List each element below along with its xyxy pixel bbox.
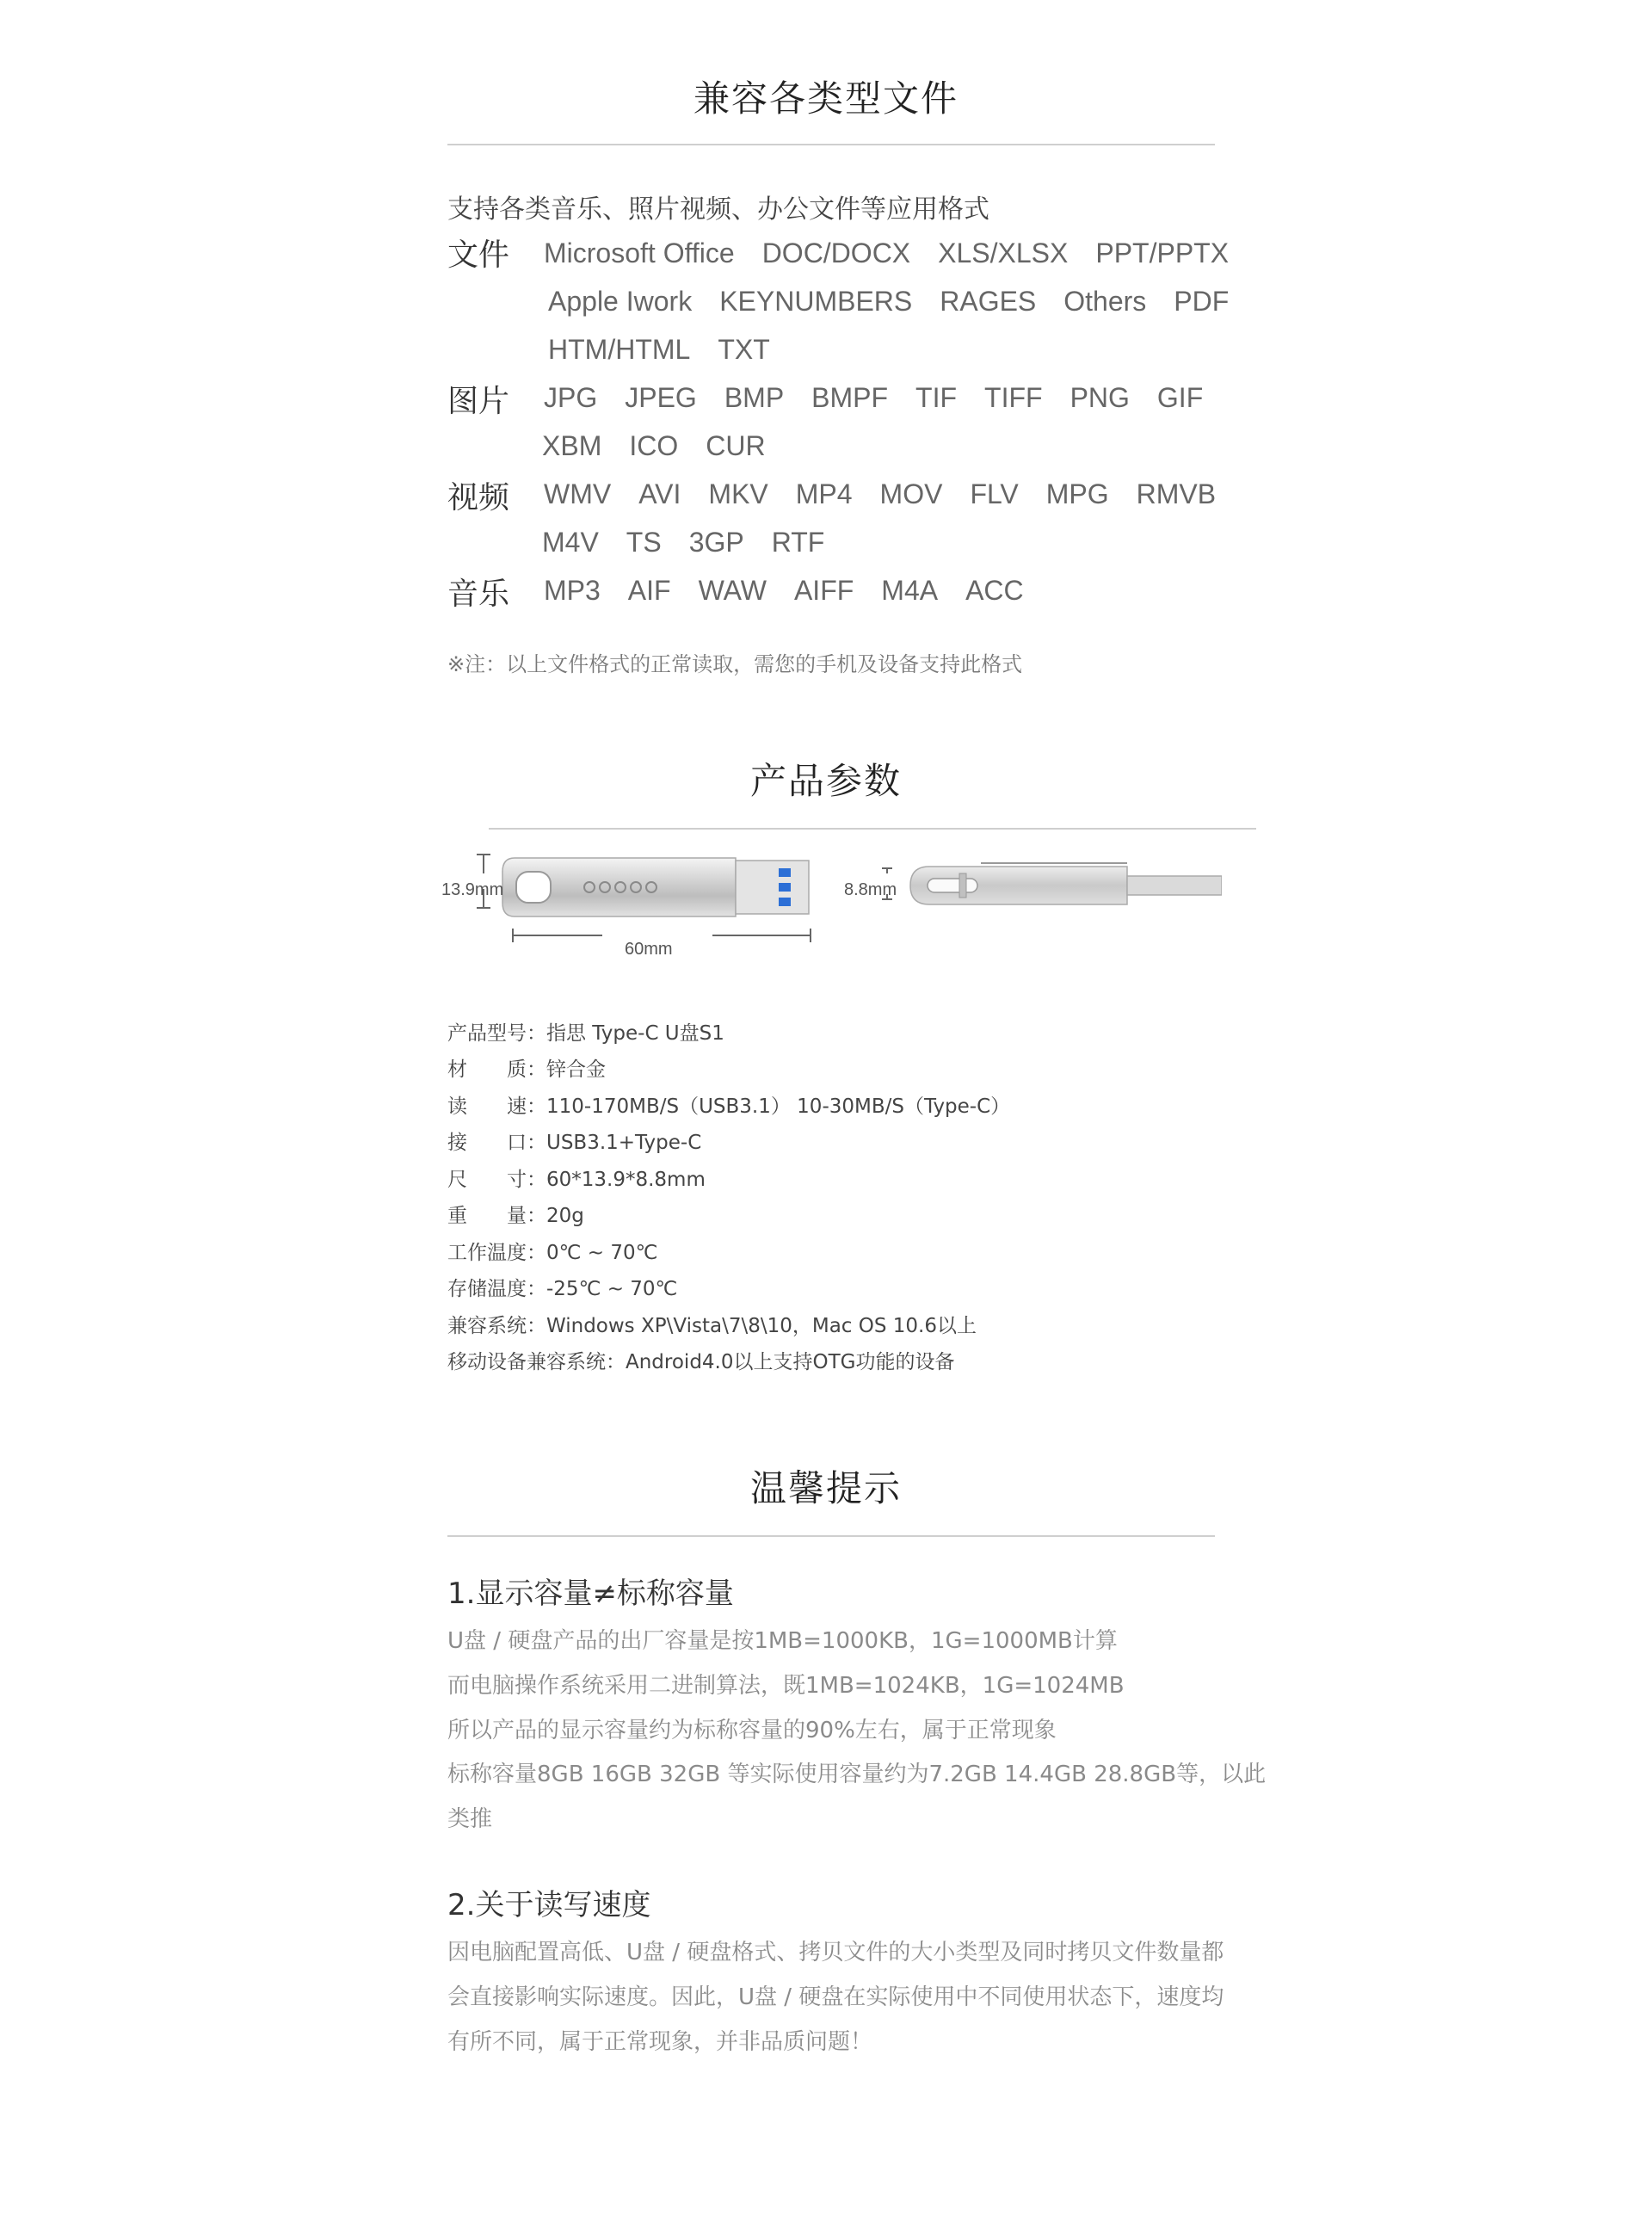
- format-row-file-1: [544, 238, 1256, 269]
- category-label-video: 视频: [447, 480, 510, 515]
- format-item: AIFF: [793, 575, 854, 606]
- spec-key: 接 口：: [447, 1132, 546, 1154]
- format-item: AVI: [638, 478, 681, 509]
- tip-heading-speed: 2.关于读写速度: [447, 1888, 651, 1922]
- format-item: PDF: [1174, 286, 1230, 317]
- spec-key: 存储温度：: [447, 1278, 546, 1300]
- format-item: M4V: [542, 527, 599, 558]
- format-row-image-2: [542, 430, 793, 462]
- spec-key: 重 量：: [447, 1205, 546, 1227]
- format-item: BMP: [724, 382, 785, 413]
- dimension-thickness-label: 8.8mm: [844, 880, 897, 899]
- formats-intro: 支持各类音乐、照片视频、办公文件等应用格式: [447, 194, 989, 225]
- format-row-music-1: [544, 575, 1051, 607]
- format-row-video-1: [544, 478, 1243, 510]
- formats-divider: [447, 144, 1215, 145]
- spec-key: 尺 寸：: [447, 1169, 546, 1191]
- format-item: TIF: [915, 382, 958, 413]
- format-item: Apple Iwork: [548, 286, 693, 317]
- spec-value: 指思 Type-C U盘S1: [546, 1022, 724, 1045]
- dimension-length-label: 60mm: [625, 940, 673, 959]
- spec-row-compatible-os: [447, 1310, 977, 1338]
- format-item: RAGES: [940, 286, 1037, 317]
- format-item: MP4: [795, 478, 853, 509]
- spec-row-material: [447, 1053, 606, 1082]
- category-label-image: 图片: [447, 384, 510, 419]
- spec-value: -25℃ ~ 70℃: [546, 1278, 678, 1300]
- spec-row-size: [447, 1163, 706, 1192]
- specs-divider: [489, 828, 1256, 830]
- tip-line: 类推: [447, 1806, 493, 1832]
- format-item: MKV: [708, 478, 768, 509]
- format-item: TIFF: [984, 382, 1043, 413]
- formats-note: ※注：以上文件格式的正常读取，需您的手机及设备支持此格式: [447, 652, 1023, 676]
- tip-line: 会直接影响实际速度。因此，U盘 / 硬盘在实际使用中不同使用状态下，速度均: [447, 1984, 1224, 2010]
- spec-key: 材 质：: [447, 1058, 546, 1081]
- format-item: ACC: [965, 575, 1024, 606]
- format-item: RTF: [771, 527, 825, 558]
- tip-line: 而电脑操作系统采用二进制算法，既1MB=1024KB，1G=1024MB: [447, 1673, 1125, 1699]
- usb-drive-side: [910, 863, 1222, 904]
- tip-line: U盘 / 硬盘产品的出厂容量是按1MB=1000KB，1G=1000MB计算: [447, 1628, 1118, 1654]
- format-item: PPT/PPTX: [1095, 238, 1230, 268]
- tip-line: 标称容量8GB 16GB 32GB 等实际使用容量约为7.2GB 14.4GB 28.8GB等，以此: [447, 1762, 1267, 1787]
- format-item: Others: [1063, 286, 1147, 317]
- format-item: TS: [626, 527, 662, 558]
- format-row-video-2: [542, 527, 852, 558]
- spec-key: 产品型号：: [447, 1022, 546, 1045]
- format-item: MPG: [1045, 478, 1109, 509]
- spec-row-mobile-os: [447, 1346, 954, 1374]
- spec-key: 移动设备兼容系统：: [447, 1351, 626, 1373]
- spec-key: 工作温度：: [447, 1242, 546, 1264]
- spec-row-weight: [447, 1200, 584, 1228]
- format-item: AIF: [627, 575, 671, 606]
- specs-title: 产品参数: [749, 760, 902, 802]
- formats-title: 兼容各类型文件: [693, 77, 959, 120]
- tip-heading-capacity: 1.显示容量≠标称容量: [447, 1577, 734, 1611]
- format-item: CUR: [706, 430, 766, 461]
- spec-row-model: [447, 1017, 724, 1046]
- format-item: MOV: [879, 478, 943, 509]
- format-item: M4A: [881, 575, 939, 606]
- spec-value: 0℃ ~ 70℃: [546, 1242, 658, 1264]
- format-item: PNG: [1069, 382, 1130, 413]
- spec-row-working-temp: [447, 1237, 657, 1265]
- format-item: JPEG: [625, 382, 697, 413]
- format-item: RMVB: [1136, 478, 1217, 509]
- spec-value: 20g: [546, 1205, 584, 1227]
- format-item: ICO: [629, 430, 679, 461]
- product-dimension-diagram: [439, 848, 1222, 964]
- spec-key: 兼容系统：: [447, 1315, 546, 1337]
- spec-row-interface: [447, 1126, 701, 1155]
- format-item: WMV: [544, 478, 612, 509]
- spec-key: 读 速：: [447, 1095, 546, 1118]
- category-label-file: 文件: [447, 238, 510, 273]
- format-item: GIF: [1156, 382, 1204, 413]
- tips-title: 温馨提示: [749, 1467, 902, 1509]
- tips-divider: [447, 1535, 1215, 1537]
- format-item: MP3: [544, 575, 601, 606]
- format-item: XLS/XLSX: [938, 238, 1069, 268]
- spec-row-storage-temp: [447, 1273, 677, 1301]
- format-item: BMPF: [811, 382, 889, 413]
- format-item: 3GP: [688, 527, 744, 558]
- spec-value: 锌合金: [546, 1058, 606, 1081]
- format-item: TXT: [718, 334, 770, 365]
- spec-value: Android4.0以上支持OTG功能的设备: [626, 1351, 955, 1373]
- format-item: Microsoft Office: [544, 238, 735, 268]
- spec-value: 110-170MB/S（USB3.1） 10-30MB/S（Type-C）: [546, 1095, 1011, 1118]
- format-item: XBM: [542, 430, 602, 461]
- format-row-file-2: [548, 286, 1256, 318]
- spec-row-read-speed: [447, 1090, 1010, 1119]
- format-item: DOC/DOCX: [761, 238, 911, 268]
- format-item: KEYNUMBERS: [719, 286, 913, 317]
- dimension-height-label: 13.9mm: [441, 880, 504, 899]
- format-row-image-1: [544, 382, 1230, 414]
- tip-line: 因电脑配置高低、U盘 / 硬盘格式、拷贝文件的大小类型及同时拷贝文件数量都: [447, 1940, 1224, 1965]
- usb-drive-front: [502, 858, 809, 916]
- category-label-music: 音乐: [447, 577, 510, 612]
- spec-value: Windows XP\Vista\7\8\10，Mac OS 10.6以上: [546, 1315, 977, 1337]
- format-row-file-3: [548, 334, 798, 366]
- format-item: FLV: [970, 478, 1019, 509]
- format-item: HTM/HTML: [548, 334, 691, 365]
- format-item: JPG: [544, 382, 598, 413]
- tip-line: 有所不同，属于正常现象，并非品质问题！: [447, 2029, 873, 2055]
- format-item: WAW: [698, 575, 767, 606]
- spec-value: USB3.1+Type-C: [546, 1132, 702, 1154]
- spec-value: 60*13.9*8.8mm: [546, 1169, 706, 1191]
- tip-line: 所以产品的显示容量约为标称容量的90%左右，属于正常现象: [447, 1718, 1057, 1743]
